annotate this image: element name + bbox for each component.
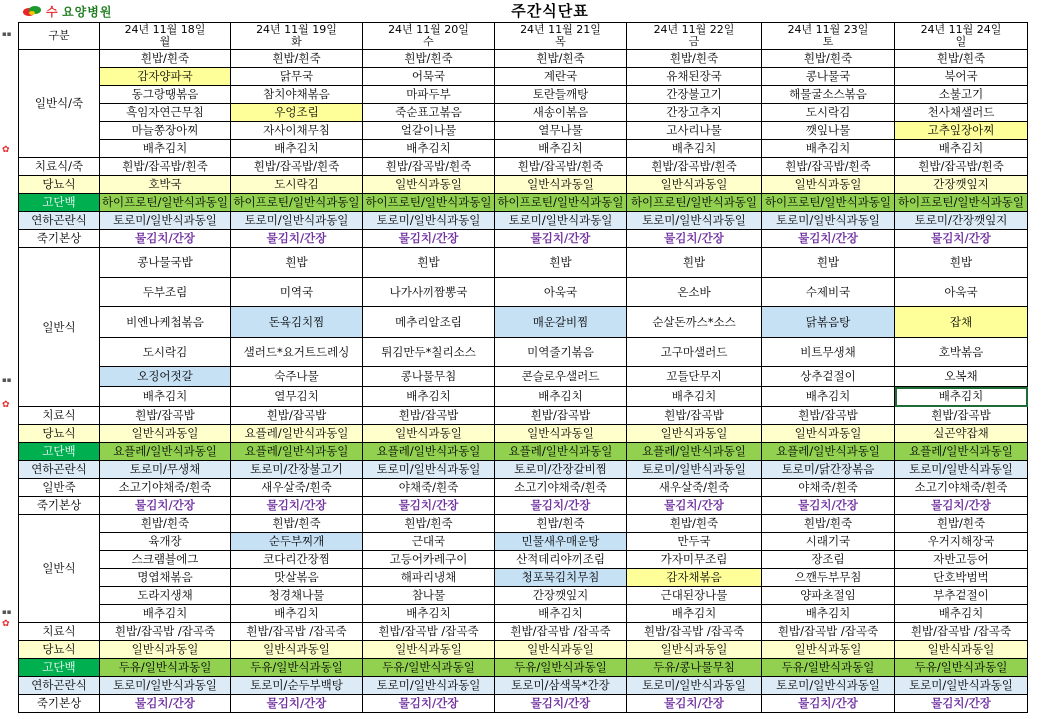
menu-cell[interactable]: 호박볶음	[895, 338, 1028, 367]
menu-cell[interactable]: 유채된장국	[627, 68, 762, 86]
dysphagia-diet-cell[interactable]: 토로미/일반식과동일	[495, 212, 627, 230]
menu-cell[interactable]: 근대국	[363, 533, 495, 551]
porridge-base-cell[interactable]: 물김치/간장	[762, 695, 895, 713]
high-protein-diet-cell[interactable]: 요플레/일반식과동일	[100, 443, 231, 461]
leaf-logo-icon	[22, 4, 42, 18]
therapy-diet-label[interactable]: 치료식	[19, 623, 100, 641]
day-of-week: 화	[291, 35, 302, 48]
porridge-base-cell[interactable]: 물김치/간장	[100, 230, 231, 248]
dysphagia-diet-label[interactable]: 연하곤란식	[19, 212, 100, 230]
menu-cell[interactable]: 배추김치	[100, 605, 231, 623]
menu-cell[interactable]: 열무나물	[495, 122, 627, 140]
menu-cell[interactable]: 육개장	[100, 533, 231, 551]
high-protein-diet-cell[interactable]: 두유/일반식과동일	[495, 659, 627, 677]
menu-cell[interactable]: 청포묵김치무침	[495, 569, 627, 587]
menu-cell[interactable]: 얼갈이나물	[363, 122, 495, 140]
therapy-diet-cell[interactable]: 흰밥/잡곡밥	[627, 407, 762, 425]
diabetic-diet-cell[interactable]: 일반식과동일	[363, 176, 495, 194]
meal-category-label[interactable]: 일반식/죽	[19, 50, 100, 158]
high-protein-diet-cell[interactable]: 두유/콩나물무침	[627, 659, 762, 677]
therapy-diet-cell[interactable]: 흰밥/잡곡밥 /잡곡죽	[762, 623, 895, 641]
menu-cell[interactable]: 토란들깨탕	[495, 86, 627, 104]
menu-cell[interactable]: 배추김치	[363, 140, 495, 158]
therapy-diet-cell[interactable]: 흰밥/잡곡밥	[231, 407, 363, 425]
therapy-diet-cell[interactable]: 흰밥/잡곡밥	[100, 407, 231, 425]
porridge-base-cell[interactable]: 물김치/간장	[100, 695, 231, 713]
diabetic-diet-cell[interactable]: 일반식과동일	[231, 641, 363, 659]
day-date: 24년 11월 22일	[653, 23, 735, 36]
therapy-diet-cell[interactable]: 흰밥/잡곡밥 /잡곡죽	[231, 623, 363, 641]
menu-cell[interactable]: 마파두부	[363, 86, 495, 104]
menu-cell[interactable]: 흰밥/흰죽	[100, 515, 231, 533]
menu-cell[interactable]: 배추김치	[495, 605, 627, 623]
menu-cell[interactable]: 흰밥/흰죽	[363, 50, 495, 68]
regular-porridge-cell[interactable]: 소고기야채죽/흰죽	[895, 479, 1028, 497]
menu-cell[interactable]: 나가사끼짬뽕국	[363, 278, 495, 307]
menu-cell[interactable]: 흰밥/흰죽	[895, 515, 1028, 533]
dysphagia-diet-cell[interactable]: 토로미/일반식과동일	[627, 677, 762, 695]
day-date: 24년 11월 18일	[124, 23, 206, 36]
porridge-base-cell[interactable]: 물김치/간장	[762, 497, 895, 515]
porridge-base-cell[interactable]: 물김치/간장	[495, 695, 627, 713]
menu-cell[interactable]: 흰밥/흰죽	[231, 50, 363, 68]
menu-cell[interactable]: 흰밥	[363, 248, 495, 278]
menu-cell[interactable]: 간장깻잎지	[495, 587, 627, 605]
day-of-week: 금	[688, 35, 700, 48]
menu-cell[interactable]: 흰밥/흰죽	[762, 50, 895, 68]
high-protein-diet-cell[interactable]: 요플레/일반식과동일	[627, 443, 762, 461]
menu-cell[interactable]: 흰밥	[495, 248, 627, 278]
page-title: 주간식단표	[511, 2, 589, 20]
dysphagia-diet-cell[interactable]: 토로미/일반식과동일	[100, 212, 231, 230]
menu-cell[interactable]: 배추김치	[100, 387, 231, 407]
regular-porridge-cell[interactable]: 새우살죽/흰죽	[627, 479, 762, 497]
logo-text-b: 요양병원	[62, 4, 113, 19]
porridge-base-cell[interactable]: 물김치/간장	[895, 497, 1028, 515]
logo-text-a: 수	[46, 4, 59, 19]
menu-cell[interactable]: 우엉조림	[231, 104, 363, 122]
high-protein-diet-cell[interactable]: 두유/일반식과동일	[895, 659, 1028, 677]
gutter-mark-icon: ▪▪	[2, 30, 12, 38]
menu-cell[interactable]: 참나물	[363, 587, 495, 605]
day-date: 24년 11월 19일	[256, 23, 337, 36]
menu-cell[interactable]: 잡채	[895, 307, 1028, 338]
menu-cell[interactable]: 해파리냉채	[363, 569, 495, 587]
menu-cell[interactable]: 콩나물국밥	[100, 248, 231, 278]
menu-cell[interactable]: 흰밥	[231, 248, 363, 278]
menu-cell[interactable]: 간장불고기	[627, 86, 762, 104]
high-protein-diet-cell[interactable]: 하이프로틴/일반식과동일	[363, 194, 495, 212]
therapy-diet-cell[interactable]: 흰밥/잡곡밥/흰죽	[100, 158, 231, 176]
flower-icon: ✿	[2, 145, 10, 155]
menu-cell[interactable]: 장조림	[762, 551, 895, 569]
high-protein-diet-cell[interactable]: 요플레/일반식과동일	[363, 443, 495, 461]
high-protein-diet-cell[interactable]: 두유/일반식과동일	[363, 659, 495, 677]
dysphagia-diet-cell[interactable]: 토로미/일반식과동일	[100, 677, 231, 695]
menu-cell[interactable]: 부추겉절이	[895, 587, 1028, 605]
porridge-base-label[interactable]: 죽기본상	[19, 230, 100, 248]
diabetic-diet-label[interactable]: 당뇨식	[19, 641, 100, 659]
high-protein-diet-cell[interactable]: 두유/일반식과동일	[762, 659, 895, 677]
menu-cell[interactable]: 아욱국	[495, 278, 627, 307]
diabetic-diet-cell[interactable]: 일반식과동일	[495, 176, 627, 194]
porridge-base-cell[interactable]: 물김치/간장	[895, 230, 1028, 248]
menu-cell[interactable]: 배추김치	[627, 387, 762, 407]
high-protein-diet-label[interactable]: 고단백	[19, 443, 100, 461]
menu-cell[interactable]: 콘슬로우샐러드	[495, 367, 627, 387]
menu-cell[interactable]: 근대된장나물	[627, 587, 762, 605]
dysphagia-diet-cell[interactable]: 토로미/일반식과동일	[762, 212, 895, 230]
dysphagia-diet-cell[interactable]: 토로미/간장불고기	[231, 461, 363, 479]
diabetic-diet-cell[interactable]: 일반식과동일	[762, 641, 895, 659]
menu-cell[interactable]: 감자채볶음	[627, 569, 762, 587]
day-header-cell[interactable]	[363, 23, 495, 50]
dysphagia-diet-label[interactable]: 연하곤란식	[19, 677, 100, 695]
menu-cell[interactable]: 도시락김	[762, 104, 895, 122]
dysphagia-diet-label[interactable]: 연하곤란식	[19, 461, 100, 479]
menu-cell[interactable]: 배추김치	[495, 387, 627, 407]
menu-cell[interactable]: 새송이볶음	[495, 104, 627, 122]
dysphagia-diet-cell[interactable]: 토로미/일반식과동일	[363, 677, 495, 695]
dysphagia-diet-cell[interactable]: 토로미/간장깻잎지	[895, 212, 1028, 230]
menu-cell[interactable]: 비엔나케첩볶음	[100, 307, 231, 338]
high-protein-diet-cell[interactable]: 하이프로틴/일반식과동일	[495, 194, 627, 212]
menu-cell[interactable]: 꼬들단무지	[627, 367, 762, 387]
therapy-diet-cell[interactable]: 흰밥/잡곡밥/흰죽	[762, 158, 895, 176]
menu-cell[interactable]: 흰밥/흰죽	[495, 515, 627, 533]
menu-cell[interactable]: 청경채나물	[231, 587, 363, 605]
therapy-diet-cell[interactable]: 흰밥/잡곡밥/흰죽	[495, 158, 627, 176]
high-protein-diet-cell[interactable]: 요플레/일반식과동일	[231, 443, 363, 461]
menu-cell[interactable]: 미역국	[231, 278, 363, 307]
dysphagia-diet-cell[interactable]: 토로미/일반식과동일	[363, 461, 495, 479]
high-protein-diet-label[interactable]: 고단백	[19, 194, 100, 212]
dysphagia-diet-cell[interactable]: 토로미/닭간장볶음	[762, 461, 895, 479]
day-of-week: 목	[555, 35, 566, 48]
menu-cell[interactable]: 배추김치	[363, 605, 495, 623]
diabetic-diet-cell[interactable]: 일반식과동일	[363, 641, 495, 659]
diabetic-diet-cell[interactable]: 도시락김	[231, 176, 363, 194]
menu-cell[interactable]: 두부조림	[100, 278, 231, 307]
diabetic-diet-cell[interactable]: 간장깻잎지	[895, 176, 1028, 194]
menu-cell[interactable]: 흑임자연근무침	[100, 104, 231, 122]
diabetic-diet-cell[interactable]: 일반식과동일	[895, 641, 1028, 659]
menu-cell[interactable]: 흰밥/흰죽	[762, 515, 895, 533]
porridge-base-label[interactable]: 죽기본상	[19, 695, 100, 713]
diabetic-diet-cell[interactable]: 일반식과동일	[495, 641, 627, 659]
menu-cell[interactable]: 흰밥/흰죽	[231, 515, 363, 533]
menu-cell[interactable]: 상추겉절이	[762, 367, 895, 387]
menu-cell[interactable]: 오복채	[895, 367, 1028, 387]
therapy-diet-cell[interactable]: 흰밥/잡곡밥 /잡곡죽	[895, 623, 1028, 641]
day-date: 24년 11월 21일	[520, 23, 601, 36]
porridge-base-label[interactable]: 죽기본상	[19, 497, 100, 515]
menu-cell[interactable]: 동그랑땡볶음	[100, 86, 231, 104]
menu-cell[interactable]: 배추김치	[762, 387, 895, 407]
day-date: 24년 11월 20일	[388, 23, 469, 36]
menu-cell[interactable]: 콩나물국	[762, 68, 895, 86]
regular-porridge-cell[interactable]: 새우살죽/흰죽	[231, 479, 363, 497]
porridge-base-cell[interactable]: 물김치/간장	[363, 497, 495, 515]
menu-cell[interactable]: 순두부찌개	[231, 533, 363, 551]
dysphagia-diet-cell[interactable]: 토로미/일반식과동일	[895, 677, 1028, 695]
meal-category-label[interactable]: 일반식	[19, 248, 100, 407]
menu-cell[interactable]: 수제비국	[762, 278, 895, 307]
high-protein-diet-cell[interactable]: 요플레/일반식과동일	[895, 443, 1028, 461]
menu-cell[interactable]: 고등어카레구이	[363, 551, 495, 569]
porridge-base-cell[interactable]: 물김치/간장	[231, 695, 363, 713]
menu-cell[interactable]: 아욱국	[895, 278, 1028, 307]
diabetic-diet-cell[interactable]: 일반식과동일	[100, 641, 231, 659]
high-protein-diet-cell[interactable]: 하이프로틴/일반식과동일	[895, 194, 1028, 212]
menu-cell[interactable]: 간장고추지	[627, 104, 762, 122]
porridge-base-cell[interactable]: 물김치/간장	[627, 695, 762, 713]
dysphagia-diet-cell[interactable]: 토로미/일반식과동일	[231, 212, 363, 230]
menu-cell[interactable]: 참치야채볶음	[231, 86, 363, 104]
high-protein-diet-cell[interactable]: 두유/일반식과동일	[231, 659, 363, 677]
meal-category-label[interactable]: 일반식	[19, 515, 100, 623]
menu-cell[interactable]: 소불고기	[895, 86, 1028, 104]
high-protein-diet-cell[interactable]: 두유/일반식과동일	[100, 659, 231, 677]
diabetic-diet-cell[interactable]: 일반식과동일	[762, 176, 895, 194]
therapy-diet-cell[interactable]: 흰밥/잡곡밥	[495, 407, 627, 425]
porridge-base-cell[interactable]: 물김치/간장	[231, 497, 363, 515]
menu-cell[interactable]: 북어국	[895, 68, 1028, 86]
menu-cell[interactable]: 배추김치	[762, 140, 895, 158]
high-protein-diet-cell[interactable]: 하이프로틴/일반식과동일	[100, 194, 231, 212]
menu-cell[interactable]: 콩나물무침	[363, 367, 495, 387]
diabetic-diet-cell[interactable]: 일반식과동일	[627, 641, 762, 659]
day-header-cell[interactable]	[762, 23, 895, 50]
menu-cell[interactable]: 배추김치	[495, 140, 627, 158]
menu-cell[interactable]: 흰밥	[627, 248, 762, 278]
hospital-logo	[22, 3, 112, 19]
menu-cell[interactable]: 깻잎나물	[762, 122, 895, 140]
high-protein-diet-cell[interactable]: 하이프로틴/일반식과동일	[231, 194, 363, 212]
menu-cell[interactable]: 닭볶음탕	[762, 307, 895, 338]
menu-cell[interactable]: 으깬두부무침	[762, 569, 895, 587]
flower-icon: ✿	[2, 619, 10, 629]
menu-cell[interactable]: 흰밥/흰죽	[100, 50, 231, 68]
menu-cell[interactable]: 만두국	[627, 533, 762, 551]
porridge-base-cell[interactable]: 물김치/간장	[895, 695, 1028, 713]
menu-cell[interactable]: 천사채샐러드	[895, 104, 1028, 122]
porridge-base-cell[interactable]: 물김치/간장	[363, 230, 495, 248]
menu-cell[interactable]: 비트무생채	[762, 338, 895, 367]
therapy-diet-cell[interactable]: 흰밥/잡곡밥	[363, 407, 495, 425]
menu-cell[interactable]: 미역줄기볶음	[495, 338, 627, 367]
menu-cell[interactable]: 시래기국	[762, 533, 895, 551]
porridge-base-cell[interactable]: 물김치/간장	[627, 497, 762, 515]
menu-cell[interactable]: 배추김치	[895, 140, 1028, 158]
day-of-week: 월	[159, 35, 171, 48]
therapy-diet-cell[interactable]: 흰밥/잡곡밥 /잡곡죽	[495, 623, 627, 641]
menu-cell[interactable]: 흰밥/흰죽	[627, 50, 762, 68]
therapy-diet-cell[interactable]: 흰밥/잡곡밥/흰죽	[231, 158, 363, 176]
menu-cell[interactable]: 도라지생채	[100, 587, 231, 605]
flower-icon: ✿	[2, 400, 10, 410]
high-protein-diet-cell[interactable]: 하이프로틴/일반식과동일	[762, 194, 895, 212]
therapy-diet-cell[interactable]: 흰밥/잡곡밥	[895, 407, 1028, 425]
high-protein-diet-cell[interactable]: 요플레/일반식과동일	[495, 443, 627, 461]
day-of-week: 토	[822, 35, 834, 48]
day-header-cell[interactable]	[627, 23, 762, 50]
menu-cell[interactable]: 스크램블에그	[100, 551, 231, 569]
menu-cell[interactable]: 배추김치	[627, 140, 762, 158]
menu-cell[interactable]: 배추김치	[231, 605, 363, 623]
high-protein-diet-cell[interactable]: 요플레/일반식과동일	[762, 443, 895, 461]
gutter-mark-icon: ▪▪	[2, 376, 12, 384]
day-date: 24년 11월 23일	[787, 23, 869, 36]
regular-porridge-cell[interactable]: 야채죽/흰죽	[363, 479, 495, 497]
regular-porridge-cell[interactable]: 야채죽/흰죽	[762, 479, 895, 497]
menu-cell[interactable]: 어묵국	[363, 68, 495, 86]
menu-cell[interactable]: 감자양파국	[100, 68, 231, 86]
menu-cell[interactable]: 배추김치	[100, 140, 231, 158]
therapy-diet-label[interactable]: 치료식/죽	[19, 158, 100, 176]
diabetic-diet-label[interactable]: 당뇨식	[19, 176, 100, 194]
diabetic-diet-cell[interactable]: 호박국	[100, 176, 231, 194]
menu-cell[interactable]: 도시락김	[100, 338, 231, 367]
dysphagia-diet-cell[interactable]: 토로미/일반식과동일	[762, 677, 895, 695]
menu-cell[interactable]: 고사리나물	[627, 122, 762, 140]
diabetic-diet-cell[interactable]: 일반식과동일	[363, 425, 495, 443]
menu-cell[interactable]: 숙주나물	[231, 367, 363, 387]
regular-porridge-cell[interactable]: 소고기야채죽/흰죽	[495, 479, 627, 497]
menu-cell[interactable]: 배추김치	[363, 387, 495, 407]
therapy-diet-cell[interactable]: 흰밥/잡곡밥/흰죽	[895, 158, 1028, 176]
dysphagia-diet-cell[interactable]: 토로미/일반식과동일	[627, 212, 762, 230]
menu-cell[interactable]: 메추리알조림	[363, 307, 495, 338]
day-of-week: 일	[955, 35, 967, 48]
day-header-cell[interactable]	[231, 23, 363, 50]
gutter-mark-icon: ▪▪	[2, 608, 12, 616]
menu-cell[interactable]: 배추김치	[895, 605, 1028, 623]
menu-cell[interactable]: 죽순표고볶음	[363, 104, 495, 122]
menu-cell[interactable]: 샐러드*요거트드레싱	[231, 338, 363, 367]
dysphagia-diet-cell[interactable]: 토로미/순두부백탕	[231, 677, 363, 695]
menu-cell[interactable]: 흰밥/흰죽	[363, 515, 495, 533]
menu-cell[interactable]: 튀김만두*칠리소스	[363, 338, 495, 367]
therapy-diet-cell[interactable]: 흰밥/잡곡밥/흰죽	[363, 158, 495, 176]
menu-cell[interactable]: 오징어젓갈	[100, 367, 231, 387]
menu-cell[interactable]: 명엽채볶음	[100, 569, 231, 587]
menu-cell[interactable]: 배추김치	[627, 605, 762, 623]
high-protein-diet-label[interactable]: 고단백	[19, 659, 100, 677]
menu-cell[interactable]: 고추잎장아찌	[895, 122, 1028, 140]
menu-cell[interactable]: 고구마샐러드	[627, 338, 762, 367]
therapy-diet-cell[interactable]: 흰밥/잡곡밥 /잡곡죽	[627, 623, 762, 641]
menu-cell[interactable]: 가자미무조림	[627, 551, 762, 569]
menu-cell[interactable]: 배추김치	[895, 387, 1028, 407]
menu-cell[interactable]: 흰밥/흰죽	[495, 50, 627, 68]
diabetic-diet-cell[interactable]: 실곤약잡채	[895, 425, 1028, 443]
menu-cell[interactable]: 닭무국	[231, 68, 363, 86]
therapy-diet-cell[interactable]: 흰밥/잡곡밥/흰죽	[627, 158, 762, 176]
menu-cell[interactable]: 양파초절임	[762, 587, 895, 605]
dysphagia-diet-cell[interactable]: 토로미/일반식과동일	[895, 461, 1028, 479]
therapy-diet-cell[interactable]: 흰밥/잡곡밥 /잡곡죽	[100, 623, 231, 641]
dysphagia-diet-cell[interactable]: 토로미/간장갈비찜	[495, 461, 627, 479]
menu-cell[interactable]: 자반고등어	[895, 551, 1028, 569]
sheet-header	[0, 0, 1041, 22]
menu-cell[interactable]: 흰밥	[895, 248, 1028, 278]
menu-cell[interactable]: 돈육김치찜	[231, 307, 363, 338]
menu-cell[interactable]: 단호박범벅	[895, 569, 1028, 587]
porridge-base-cell[interactable]: 물김치/간장	[495, 230, 627, 248]
porridge-base-cell[interactable]: 물김치/간장	[762, 230, 895, 248]
porridge-base-cell[interactable]: 물김치/간장	[231, 230, 363, 248]
menu-cell[interactable]: 마늘쫑장아찌	[100, 122, 231, 140]
row-gutter	[0, 22, 18, 719]
header-category-cell[interactable]: 구분	[19, 23, 100, 50]
porridge-base-cell[interactable]: 물김치/간장	[363, 695, 495, 713]
menu-cell[interactable]: 순살돈까스*소스	[627, 307, 762, 338]
dysphagia-diet-cell[interactable]: 토로미/삼색묵*간장	[495, 677, 627, 695]
porridge-base-cell[interactable]: 물김치/간장	[100, 497, 231, 515]
menu-cell[interactable]: 흰밥/흰죽	[627, 515, 762, 533]
menu-cell[interactable]: 열무김치	[231, 387, 363, 407]
menu-cell[interactable]: 흰밥/흰죽	[895, 50, 1028, 68]
menu-cell[interactable]: 산적데리야끼조림	[495, 551, 627, 569]
diabetic-diet-cell[interactable]: 요플레/일반식과동일	[231, 425, 363, 443]
menu-cell[interactable]: 코다리간장찜	[231, 551, 363, 569]
diabetic-diet-cell[interactable]: 일반식과동일	[762, 425, 895, 443]
porridge-base-cell[interactable]: 물김치/간장	[627, 230, 762, 248]
day-header-cell[interactable]	[495, 23, 627, 50]
menu-cell[interactable]: 흰밥	[762, 248, 895, 278]
diabetic-diet-cell[interactable]: 일반식과동일	[627, 425, 762, 443]
weekly-menu-table	[18, 22, 1028, 713]
menu-cell[interactable]: 매운갈비찜	[495, 307, 627, 338]
dysphagia-diet-cell[interactable]: 토로미/일반식과동일	[363, 212, 495, 230]
menu-cell[interactable]: 우거지해장국	[895, 533, 1028, 551]
menu-cell[interactable]: 자사이채무침	[231, 122, 363, 140]
regular-porridge-cell[interactable]: 소고기야채죽/흰죽	[100, 479, 231, 497]
diabetic-diet-label[interactable]: 당뇨식	[19, 425, 100, 443]
day-header-cell[interactable]	[100, 23, 231, 50]
diabetic-diet-cell[interactable]: 일반식과동일	[495, 425, 627, 443]
dysphagia-diet-cell[interactable]: 토로미/무생채	[100, 461, 231, 479]
menu-cell[interactable]: 민물새우매운탕	[495, 533, 627, 551]
diabetic-diet-cell[interactable]: 일반식과동일	[627, 176, 762, 194]
menu-cell[interactable]: 배추김치	[762, 605, 895, 623]
menu-cell[interactable]: 해물굴소스볶음	[762, 86, 895, 104]
therapy-diet-cell[interactable]: 흰밥/잡곡밥 /잡곡죽	[363, 623, 495, 641]
dysphagia-diet-cell[interactable]: 토로미/일반식과동일	[627, 461, 762, 479]
high-protein-diet-cell[interactable]: 하이프로틴/일반식과동일	[627, 194, 762, 212]
day-header-cell[interactable]	[895, 23, 1028, 50]
porridge-base-cell[interactable]: 물김치/간장	[495, 497, 627, 515]
therapy-diet-cell[interactable]: 흰밥/잡곡밥	[762, 407, 895, 425]
menu-cell[interactable]: 온소바	[627, 278, 762, 307]
therapy-diet-label[interactable]: 치료식	[19, 407, 100, 425]
regular-porridge-label[interactable]: 일반죽	[19, 479, 100, 497]
diabetic-diet-cell[interactable]: 일반식과동일	[100, 425, 231, 443]
menu-cell[interactable]: 계란국	[495, 68, 627, 86]
menu-cell[interactable]: 배추김치	[231, 140, 363, 158]
day-date: 24년 11월 24일	[920, 23, 1002, 36]
day-of-week: 수	[423, 35, 434, 48]
menu-cell[interactable]: 맛살볶음	[231, 569, 363, 587]
